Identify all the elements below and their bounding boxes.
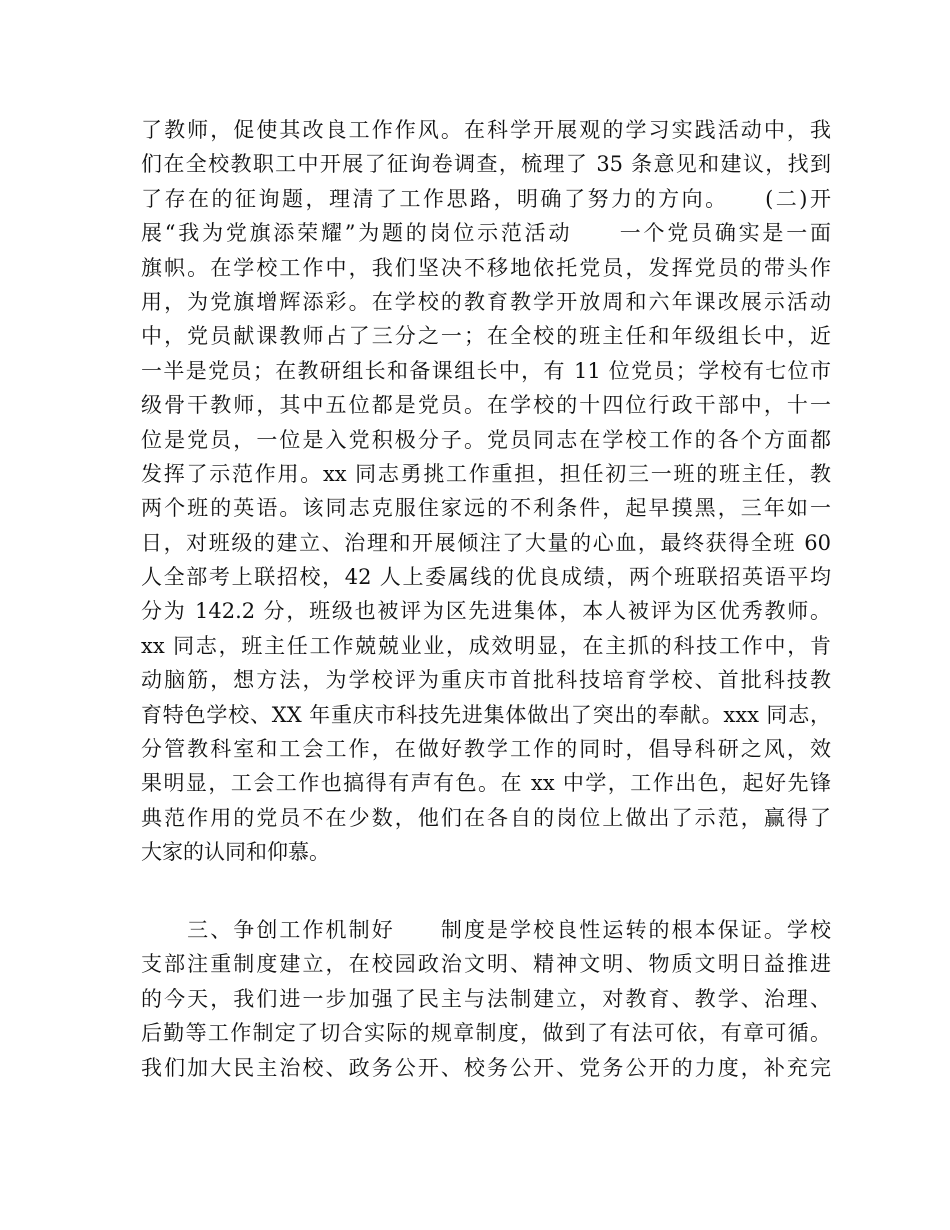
text-line: 三、争创工作机制好 制度是学校良性运转的根本保证。学校 [141, 918, 831, 942]
text-line: xx 同志，班主任工作兢兢业业，成效明显，在主抓的科技工作中，肯 [141, 633, 831, 658]
text-line: 们在全校教职工中开展了征询卷调查，梳理了 35 条意见和建议，找到 [141, 152, 831, 177]
text-line: 分为 142.2 分，班级也被评为区先进集体，本人被评为区优秀教师。 [141, 599, 831, 624]
text-line: 动脑筋，想方法，为学校评为重庆市首批科技培育学校、首批科技教 [141, 668, 831, 693]
text-line: 后勤等工作制定了切合实际的规章制度，做到了有法可依，有章可循。 [141, 1021, 831, 1046]
text-line: 典范作用的党员不在少数，他们在各自的岗位上做出了示范，赢得了 [141, 805, 831, 830]
text-line: 级骨干教师，其中五位都是党员。在学校的十四位行政干部中，十一 [141, 393, 831, 418]
text-line: 人全部考上联招校，42 人上委属线的优良成绩，两个班联招英语平均 [141, 565, 831, 590]
text-line: 两个班的英语。该同志克服住家远的不利条件，起早摸黑，三年如一 [141, 496, 831, 521]
text-line: 展“我为党旗添荣耀”为题的岗位示范活动 一个党员确实是一面 [141, 221, 831, 246]
text-line: 旗帜。在学校工作中，我们坚决不移地依托党员，发挥党员的带头作 [141, 255, 831, 280]
text-line: 果明显，工会工作也搞得有声有色。在 xx 中学，工作出色，起好先锋 [141, 771, 831, 796]
text-line: 的今天，我们进一步加强了民主与法制建立，对教育、教学、治理、 [141, 986, 831, 1011]
text-line: 用，为党旗增辉添彩。在学校的教育教学开放周和六年课改展示活动 [141, 289, 831, 314]
body-paragraph-1 [141, 113, 831, 870]
text-line: 了教师，促使其改良工作作风。在科学开展观的学习实践活动中，我 [141, 118, 831, 142]
text-line: 大家的认同和仰慕。 [141, 840, 330, 865]
text-line: 中，党员献课教师占了三分之一；在全校的班主任和年级组长中，近 [141, 324, 831, 349]
text-line: 分管教科室和工会工作，在做好教学工作的同时，倡导科研之风，效 [141, 737, 831, 762]
text-line: 支部注重制度建立，在校园政治文明、精神文明、物质文明日益推进 [141, 952, 831, 977]
text-line: 育特色学校、XX 年重庆市科技先进集体做出了突出的奉献。xxx 同志， [141, 702, 831, 727]
text-line: 我们加大民主治校、政务公开、校务公开、党务公开的力度，补充完 [141, 1055, 831, 1080]
text-line: 日，对班级的建立、治理和开展倾注了大量的心血，最终获得全班 60 [141, 530, 831, 555]
text-line: 发挥了示范作用。xx 同志勇挑工作重担，担任初三一班的班主任，教 [141, 461, 831, 486]
text-line: 位是党员，一位是入党积极分子。党员同志在学校工作的各个方面都 [141, 427, 831, 452]
text-line: 了存在的征询题，理清了工作思路，明确了努力的方向。 (二)开 [141, 186, 831, 211]
body-paragraph-2 [141, 913, 831, 1085]
text-line: 一半是党员；在教研组长和备课组长中，有 11 位党员；学校有七位市 [141, 358, 831, 383]
